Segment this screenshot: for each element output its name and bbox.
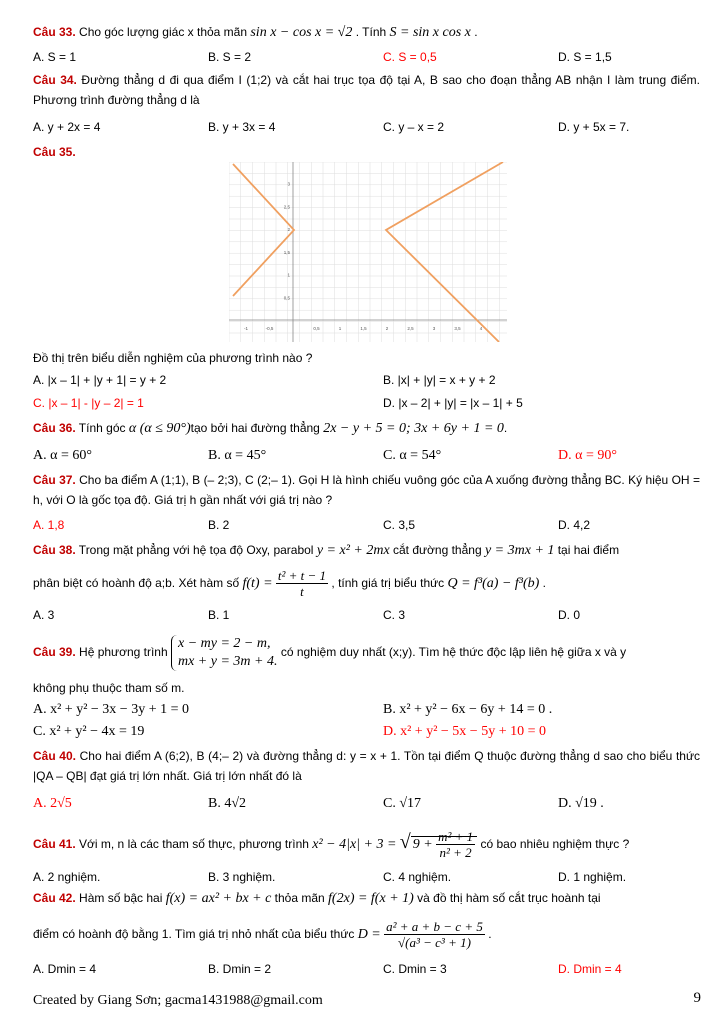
question-38: [33, 540, 700, 561]
question-text: thỏa mãn: [271, 891, 329, 905]
question-42-line2: [33, 914, 700, 955]
question-35: [33, 142, 700, 162]
x-tick-label: -1: [243, 326, 249, 331]
question-39: [33, 632, 700, 672]
question-text: Cho góc lượng giác x thỏa mãn: [75, 25, 251, 39]
system-equation-1: x − my = 2 − m,: [177, 635, 271, 651]
question-label: Câu 40.: [33, 749, 76, 763]
question-text: Với m, n là các tham số thực, phương trình: [75, 837, 313, 851]
option-c[interactable]: C. 3,5: [383, 518, 416, 532]
math-expression: S = sin x cos x: [389, 25, 471, 40]
option-d[interactable]: D. |x – 2| + |y| = |x – 1| + 5: [383, 396, 523, 410]
question-text: Đường thẳng d đi qua điểm I (1;2) và cắt hai trục tọa độ tại A, B sao cho đoạn thẳng AB nhận I làm trung điểm. Phương trình đường thẳng d là: [33, 73, 700, 107]
question-38-line2: [33, 566, 700, 601]
y-tick-label: 2,5: [283, 204, 290, 210]
question-text: phân biệt có hoành độ a;b. Xét hàm số: [33, 576, 243, 590]
option-b[interactable]: B. 3 nghiệm.: [208, 870, 276, 884]
option-c[interactable]: C. 3: [383, 608, 406, 622]
question-text: Cho hai điểm A (6;2), B (4;– 2) và đường thẳng d: y = x + 1. Tồn tại điểm Q thuộc đường thẳng d sao cho biểu thức |QA – QB| đạt giá trị lớn nhất. Giá trị lớn nhất đó là: [33, 749, 701, 783]
option-a[interactable]: A. |x – 1| + |y + 1| = y + 2: [33, 373, 167, 387]
option-b[interactable]: B. S = 2: [208, 50, 252, 64]
question-text: Hàm số bậc hai: [75, 891, 166, 905]
fraction-denominator: √(a³ − c³ + 1): [398, 935, 471, 951]
math-expression: f(x) = ax² + bx + c: [165, 891, 272, 906]
graph-right-branch: [386, 162, 503, 342]
options-34: [33, 120, 700, 138]
x-tick-label: 3: [432, 326, 436, 331]
x-tick-label: 0,5: [313, 326, 320, 331]
option-b[interactable]: B. 2: [208, 518, 230, 532]
math-expression: Q = f³(a) − f³(b): [447, 576, 540, 591]
math-expression: y = x² + 2mx: [316, 543, 390, 558]
y-tick-label: 3: [287, 181, 290, 187]
y-tick-label: 1,5: [283, 249, 290, 255]
option-c[interactable]: C. S = 0,5: [383, 50, 437, 64]
question-text: điểm có hoành độ bằng 1. Tìm giá trị nhỏ nhất của biểu thức: [33, 927, 358, 941]
math-expression: sin x − cos x = √2: [250, 25, 353, 40]
y-tick-label: 2: [287, 227, 290, 232]
options-40: [33, 796, 700, 814]
option-b[interactable]: B. x² + y² − 6x − 6y + 14 = 0 .: [383, 702, 553, 717]
options-41: [33, 870, 700, 888]
math-expression: x² − 4|x| + 3 =: [312, 837, 397, 852]
option-b[interactable]: B. Dmin = 2: [208, 962, 272, 976]
option-a[interactable]: A. y + 2x = 4: [33, 120, 101, 134]
option-d[interactable]: D. 4,2: [558, 518, 591, 532]
sqrt-radicand: [411, 829, 477, 861]
option-d[interactable]: D. S = 1,5: [558, 50, 612, 64]
question-text: Tính góc: [75, 421, 129, 435]
question-text: .: [539, 576, 546, 590]
question-label: Câu 41.: [33, 837, 76, 851]
question-label: Câu 33.: [33, 25, 76, 39]
option-a[interactable]: A. 2√5: [33, 796, 72, 811]
question-text: .: [503, 421, 508, 435]
option-d[interactable]: D. y + 5x = 7.: [558, 120, 630, 134]
option-c[interactable]: C. y – x = 2: [383, 120, 445, 134]
sqrt-symbol: √: [399, 831, 411, 853]
question-36: [33, 418, 700, 439]
options-42: [33, 962, 700, 980]
question-label: Câu 36.: [33, 421, 76, 435]
option-c[interactable]: C. |x – 1| - |y – 2| = 1: [33, 396, 144, 410]
question-40: [33, 746, 700, 786]
options-39-row2: [33, 724, 700, 742]
question-text: , tính giá trị biểu thức: [328, 576, 448, 590]
question-39-line2: [33, 678, 700, 698]
question-text: Hệ phương trình: [75, 645, 171, 659]
options-38: [33, 608, 700, 626]
options-33: [33, 50, 700, 68]
option-a[interactable]: A. Dmin = 4: [33, 962, 97, 976]
x-tick-label: 2: [385, 326, 389, 331]
options-35-row1: [33, 373, 700, 391]
question-text: . Tính: [352, 25, 390, 39]
option-a[interactable]: A. 1,8: [33, 518, 65, 532]
fraction: [384, 919, 485, 950]
fraction-denominator: n² + 2: [439, 845, 472, 861]
fraction: [436, 829, 475, 860]
option-c[interactable]: C. √17: [383, 796, 422, 811]
x-tick-labels: [244, 326, 483, 331]
option-a[interactable]: A. x² + y² − 3x − 3y + 1 = 0: [33, 702, 189, 717]
option-c[interactable]: C. 4 nghiệm.: [383, 870, 452, 884]
options-36: [33, 448, 700, 466]
system-equation-2: mx + y = 3m + 4.: [177, 653, 278, 669]
question-text: Đồ thị trên biểu diễn nghiệm của phương trình nào ?: [33, 351, 313, 365]
question-label: Câu 38.: [33, 543, 76, 557]
x-tick-label: 4: [479, 326, 483, 331]
question-text: Trong mặt phẳng với hệ tọa độ Oxy, parabol: [75, 543, 317, 557]
option-d[interactable]: D. √19 .: [558, 796, 604, 811]
option-b[interactable]: B. 1: [208, 608, 230, 622]
question-text: có nghiệm duy nhất (x;y). Tìm hệ thức độc lập liên hệ giữa x và y: [277, 645, 627, 659]
option-c[interactable]: C. Dmin = 3: [383, 962, 447, 976]
options-39-row1: [33, 702, 700, 720]
option-a[interactable]: A. S = 1: [33, 50, 77, 64]
fraction: [276, 568, 328, 599]
solution-graph: [229, 162, 507, 342]
question-text: không phụ thuộc tham số m.: [33, 681, 185, 695]
option-d[interactable]: D. 0: [558, 608, 581, 622]
option-b[interactable]: B. y + 3x = 4: [208, 120, 276, 134]
footer-credit: Created by Giang Sơn; gacma1431988@gmail.com: [33, 993, 323, 1008]
fraction-numerator: m² + 1: [438, 829, 474, 845]
question-label: Câu 35.: [33, 145, 76, 159]
option-d[interactable]: D. α = 90°: [558, 448, 617, 463]
option-c[interactable]: C. x² + y² − 4x = 19: [33, 724, 145, 739]
question-text: cắt đường thẳng: [389, 543, 485, 557]
option-a[interactable]: A. α = 60°: [33, 448, 92, 463]
math-expression: 9 +: [412, 837, 433, 852]
question-label: Câu 34.: [33, 73, 77, 87]
y-tick-label: 1: [287, 272, 290, 278]
math-expression: α (α ≤ 90°): [128, 421, 191, 436]
question-text: tại hai điểm: [554, 543, 620, 557]
option-b[interactable]: B. |x| + |y| = x + y + 2: [383, 373, 496, 387]
math-expression: f(2x) = f(x + 1): [328, 891, 414, 906]
question-text: có bao nhiêu nghiệm thực ?: [477, 837, 630, 851]
question-34: [33, 70, 700, 110]
x-tick-label: 2,5: [407, 326, 414, 331]
x-tick-label: 1: [338, 326, 342, 331]
question-text: Cho ba điểm A (1;1), B (– 2;3), C (2;– 1). Gọi H là hình chiếu vuông góc của A xuống đường thẳng BC. Ký hiệu OH = h, với O là gốc tọa độ. Giá trị h gần nhất với giá trị nào ?: [33, 473, 700, 507]
fraction-numerator: a² + a + b − c + 5: [386, 919, 483, 935]
option-c[interactable]: C. α = 54°: [383, 448, 442, 463]
math-expression: 2x − y + 5 = 0; 3x + 6y + 1 = 0: [323, 421, 504, 436]
option-b[interactable]: B. α = 45°: [208, 448, 267, 463]
option-a[interactable]: A. 3: [33, 608, 55, 622]
option-d[interactable]: D. Dmin = 4: [558, 962, 622, 976]
question-37: [33, 470, 700, 510]
option-b[interactable]: B. 4√2: [208, 796, 247, 811]
graph-grid: [229, 162, 507, 342]
option-d[interactable]: D. x² + y² − 5x − 5y + 10 = 0: [383, 724, 546, 739]
question-41: [33, 822, 700, 865]
x-tick-label: 1,5: [360, 326, 367, 331]
math-expression: D =: [357, 927, 381, 942]
fraction-denominator: t: [300, 584, 304, 600]
page-number: 9: [693, 990, 701, 1006]
fraction-numerator: t² + t − 1: [277, 568, 327, 584]
question-33: [33, 22, 700, 43]
question-text: .: [470, 25, 478, 39]
options-37: [33, 518, 700, 536]
question-35-text: [33, 348, 700, 368]
question-text: và đồ thị hàm số cắt trục hoành tại: [413, 891, 601, 905]
x-tick-label: 3,5: [454, 326, 461, 331]
question-text: .: [484, 927, 492, 941]
option-d[interactable]: D. 1 nghiệm.: [558, 870, 627, 884]
option-a[interactable]: A. 2 nghiệm.: [33, 870, 101, 884]
question-label: Câu 39.: [33, 645, 76, 659]
math-expression: y = 3mx + 1: [484, 543, 555, 558]
y-tick-label: 0,5: [283, 295, 290, 301]
equation-system: [171, 635, 278, 671]
question-42: [33, 888, 700, 909]
math-expression: f(t) =: [242, 576, 273, 591]
x-tick-label: -0,5: [265, 326, 274, 331]
question-text: tạo bởi hai đường thẳng: [190, 421, 324, 435]
question-label: Câu 42.: [33, 891, 76, 905]
question-label: Câu 37.: [33, 473, 76, 487]
options-35-row2: [33, 396, 700, 414]
